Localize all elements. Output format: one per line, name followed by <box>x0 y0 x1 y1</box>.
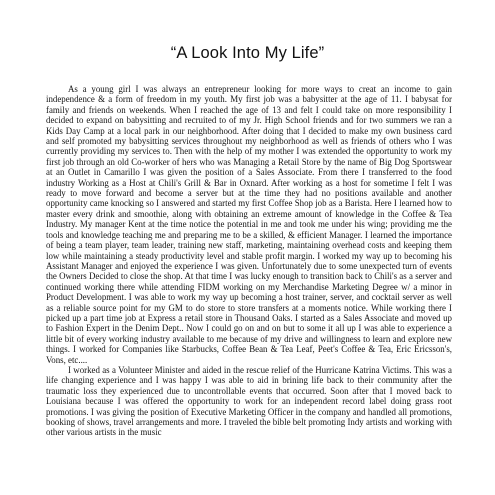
document-body <box>46 84 452 438</box>
paragraph: I worked as a Volunteer Minister and aided in the rescue relief of the Hurricane Katrina Victims. This was a life changing experience and I was happy I was able to aid in brining life back to their community after the traumatic loss they experienced due to uncontrollable events that occurred. Soon after that I moved back to Louisiana because I was offered the opportunity to work for an independent record label doing grass root promotions. I was giving the position of Executive Marketing Officer in the company and handled all promotions, booking of shows, travel arrangements and more. I traveled the bible belt promoting Indy artists and working with other various artists in the music <box>46 364 452 438</box>
document-title: “A Look Into My Life” <box>170 44 325 62</box>
paragraph: As a young girl I was always an entrepreneur looking for more ways to creat an income to gain independence & a form of freedom in my youth. My first job was a babysitter at the age of 11. I babysat for family and friends on weekends. When I reached the age of 13 and felt I could take on more responsibility I decided to expand on babysitting and recruited to of my Jr. High School friends and for two summers we ran a Kids Day Camp at a local park in our neighborhood. After doing that I decided to make my own business card and self promoted my babysitting services throughout my neighborhood as well as friends of others who I was currently providing my services to. Then with the help of my mother I was extended the opportunity to work my first job through an old Co-worker of hers who was Managing a Retail Store by the name of Big Dog Sportswear at an Outlet in Camarillo I was given the position of a Sales Associate. From there I transferred to the food industry Working as a Host at Chili's Grill & Bar in Oxnard. After working as a host for sometime I felt I was ready to move forward and become a server but at the time they had no positions available and another opportunity came knocking so I answered and started my first Coffee Shop job as a Barista. Here I learned how to master every drink and smoothie, along with obtaining an extreme amount of knowledge in the Coffee & Tea Industry. My manager Kent at the time notice the potential in me and took me under his wing; providing me the tools and knowledge teaching me and preparing me to be a skilled, & efficient Manager. I learned the importance of being a team player, team leader, training new staff, marketing, maintaining overhead costs and keeping them low while maintaining a steady productivity level and stable profit margin. I worked my way up to becoming his Assistant Manager and enjoyed the experience I was given. Unfortunately due to some unexpected turn of events the Owners Decided to close the shop. At that time I was lucky enough to transition back to Chili's as a server and continued working there while attending FIDM working on my Merchandise Marketing Degree w/ a minor in Product Development. I was able to work my way up becoming a host trainer, server, and cocktail server as well as a reliable source point for my GM to do store to store transfers at a moments notice. While working there I picked up a part time job at Express a retail store in Thousand Oaks. I started as a Sales Associate and moved up to Fashion Expert in the Denim Dept.. Now I could go on and on but to some it all up I was able to experience a little bit of every working industry available to me because of my drive and willingness to learn and explore new things. I worked for Companies like Starbucks, Coffee Bean & Tea Leaf, Peet's Coffee & Tea, Eric Ericsson's, Vons, etc.... <box>46 84 452 365</box>
